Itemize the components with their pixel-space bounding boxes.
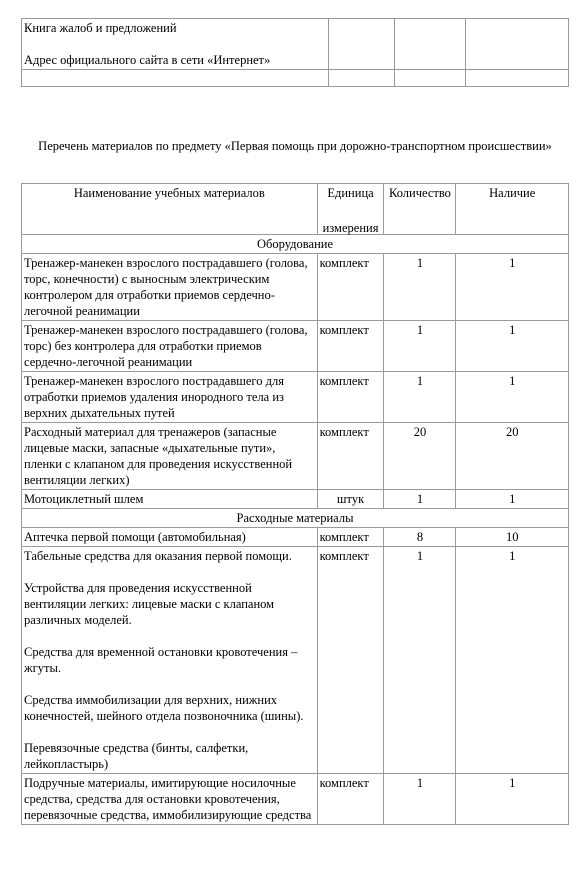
item-availability: 1 bbox=[456, 490, 569, 509]
empty-cell bbox=[22, 70, 329, 87]
item-unit: комплект bbox=[317, 321, 384, 372]
item-unit: комплект bbox=[317, 528, 384, 547]
section-title: Оборудование bbox=[22, 235, 569, 254]
table-row bbox=[22, 372, 569, 423]
item-quantity: 1 bbox=[384, 321, 456, 372]
materials-table bbox=[21, 183, 569, 825]
item-availability: 1 bbox=[456, 547, 569, 774]
item-name: Аптечка первой помощи (автомобильная) bbox=[22, 528, 318, 547]
item-name: Тренажер-манекен взрослого пострадавшего (голова, торс) без контролера для отработки приемов сердечно-легочной реанимации bbox=[22, 321, 318, 372]
item-paragraph: Перевязочные средства (бинты, салфетки, лейкопластырь) bbox=[24, 741, 249, 771]
table-header-row bbox=[22, 184, 569, 235]
contact-info-table bbox=[21, 18, 569, 87]
table-row bbox=[22, 774, 569, 825]
empty-cell bbox=[328, 70, 394, 87]
item-paragraph: Устройства для проведения искусственной вентиляции легких: лицевые маски с клапаном различных моделей. bbox=[24, 581, 275, 627]
table-row bbox=[22, 528, 569, 547]
table-row bbox=[22, 254, 569, 321]
empty-cell bbox=[465, 19, 568, 70]
item-availability: 1 bbox=[456, 372, 569, 423]
official-website-label: Адрес официального сайта в сети «Интернет» bbox=[24, 53, 271, 67]
item-name: Мотоциклетный шлем bbox=[22, 490, 318, 509]
table-row bbox=[22, 321, 569, 372]
header-unit-line2: измерения bbox=[322, 221, 379, 235]
item-unit: комплект bbox=[317, 423, 384, 490]
header-name: Наименование учебных материалов bbox=[22, 184, 318, 235]
complaints-book-label: Книга жалоб и предложений bbox=[24, 21, 177, 35]
contact-info-row bbox=[22, 19, 569, 70]
header-unit bbox=[317, 184, 384, 235]
item-unit: штук bbox=[317, 490, 384, 509]
item-availability: 1 bbox=[456, 321, 569, 372]
item-name: Тренажер-манекен взрослого пострадавшего для отработки приемов удаления инородного тела из верхних дыхательных путей bbox=[22, 372, 318, 423]
table-row bbox=[22, 547, 569, 774]
item-name-paragraphs bbox=[22, 547, 318, 774]
item-quantity: 1 bbox=[384, 254, 456, 321]
empty-cell bbox=[328, 19, 394, 70]
section-title: Расходные материалы bbox=[22, 509, 569, 528]
item-availability: 1 bbox=[456, 254, 569, 321]
item-name: Подручные материалы, имитирующие носилочные средства, средства для остановки кровотечения, перевязочные средства, иммобилизирующие средства bbox=[22, 774, 318, 825]
item-availability: 10 bbox=[456, 528, 569, 547]
item-paragraph: Средства иммобилизации для верхних, нижних конечностей, шейного отдела позвоночника (шины). bbox=[24, 693, 304, 723]
table-row bbox=[22, 423, 569, 490]
header-unit-line1: Единица bbox=[327, 186, 374, 200]
table-row bbox=[22, 490, 569, 509]
empty-cell bbox=[394, 70, 465, 87]
empty-cell bbox=[394, 19, 465, 70]
item-availability: 20 bbox=[456, 423, 569, 490]
item-quantity: 1 bbox=[384, 774, 456, 825]
item-unit: комплект bbox=[317, 547, 384, 774]
empty-row bbox=[22, 70, 569, 87]
item-quantity: 20 bbox=[384, 423, 456, 490]
item-quantity: 1 bbox=[384, 372, 456, 423]
item-unit: комплект bbox=[317, 254, 384, 321]
item-unit: комплект bbox=[317, 774, 384, 825]
header-availability: Наличие bbox=[456, 184, 569, 235]
item-availability: 1 bbox=[456, 774, 569, 825]
item-name: Тренажер-манекен взрослого пострадавшего (голова, торс, конечности) с выносным электрическим контролером для отработки приемов сердечно-легочной реанимации bbox=[22, 254, 318, 321]
contact-info-cell bbox=[22, 19, 329, 70]
item-quantity: 8 bbox=[384, 528, 456, 547]
item-unit: комплект bbox=[317, 372, 384, 423]
materials-list-title: Перечень материалов по предмету «Первая помощь при дорожно-транспортном происшествии» bbox=[38, 139, 552, 153]
empty-cell bbox=[465, 70, 568, 87]
header-quantity: Количество bbox=[384, 184, 456, 235]
section-row-equipment bbox=[22, 235, 569, 254]
section-row-consumables bbox=[22, 509, 569, 528]
item-name: Расходный материал для тренажеров (запасные лицевые маски, запасные «дыхательные пути», пленки с клапаном для проведения искусственной вентиляции легких) bbox=[22, 423, 318, 490]
item-quantity: 1 bbox=[384, 490, 456, 509]
item-paragraph: Средства для временной остановки кровотечения – жгуты. bbox=[24, 645, 298, 675]
item-paragraph: Табельные средства для оказания первой помощи. bbox=[24, 549, 292, 563]
item-quantity: 1 bbox=[384, 547, 456, 774]
